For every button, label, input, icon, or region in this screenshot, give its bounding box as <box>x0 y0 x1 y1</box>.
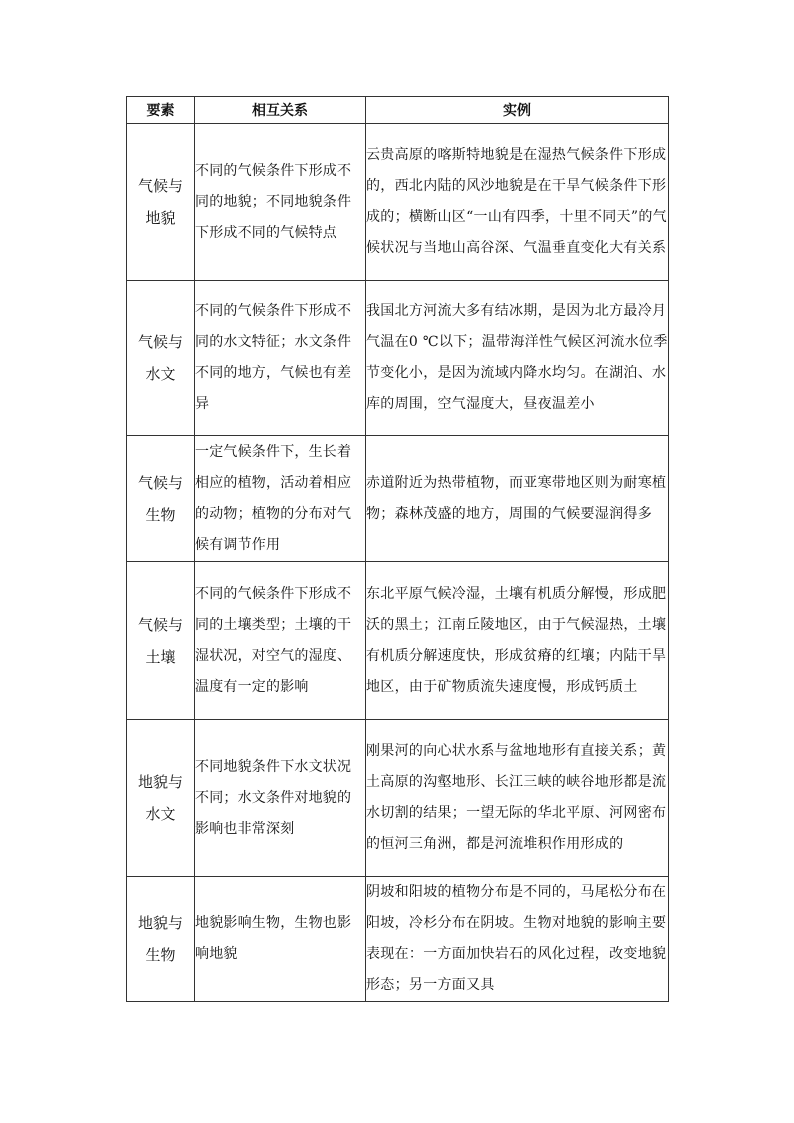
factor-line: 地貌与 <box>137 914 183 932</box>
table-row <box>127 877 669 1002</box>
factor-cell <box>127 877 195 1002</box>
factor-line: 地貌与 <box>137 773 183 791</box>
relation-cell: 一定气候条件下，生长着相应的植物，活动着相应的动物；植物的分布对气候有调节作用 <box>195 436 366 562</box>
example-cell: 赤道附近为热带植物，而亚寒带地区则为耐寒植物；森林茂盛的地方，周围的气候要湿润得多 <box>366 436 669 562</box>
geo-relationship-table <box>126 96 669 1002</box>
factor-cell <box>127 281 195 436</box>
relation-cell: 不同的气候条件下形成不同的地貌；不同地貌条件下形成不同的气候特点 <box>195 124 366 281</box>
factor-cell <box>127 562 195 720</box>
factor-line: 地貌 <box>145 209 176 227</box>
header-relation: 相互关系 <box>195 97 366 124</box>
factor-line: 气候与 <box>137 333 183 351</box>
factor-line: 生物 <box>145 946 176 964</box>
table-header-row <box>127 97 669 124</box>
example-cell: 刚果河的向心状水系与盆地地形有直接关系；黄土高原的沟壑地形、长江三峡的峡谷地形都是流水切割的结果；一望无际的华北平原、河网密布的恒河三角洲，都是河流堆积作用形成的 <box>366 720 669 877</box>
example-cell: 云贵高原的喀斯特地貌是在湿热气候条件下形成的，西北内陆的风沙地貌是在干旱气候条件下形成的；横断山区“一山有四季，十里不同天”的气候状况与当地山高谷深、气温垂直变化大有关系 <box>366 124 669 281</box>
factor-line: 土壤 <box>145 647 176 666</box>
factor-line: 生物 <box>145 505 176 524</box>
factor-cell <box>127 436 195 562</box>
factor-line: 气候与 <box>137 615 183 634</box>
table-row <box>127 562 669 720</box>
table-row <box>127 124 669 281</box>
example-cell: 东北平原气候冷湿，土壤有机质分解慢，形成肥沃的黑土；江南丘陵地区，由于气候湿热，土壤有机质分解速度快，形成贫瘠的红壤；内陆干旱地区，由于矿物质流失速度慢，形成钙质土 <box>366 562 669 720</box>
header-example: 实例 <box>366 97 669 124</box>
relation-cell: 不同地貌条件下水文状况不同；水文条件对地貌的影响也非常深刻 <box>195 720 366 877</box>
factor-line: 水文 <box>145 365 176 383</box>
relation-cell: 不同的气候条件下形成不同的水文特征；水文条件不同的地方，气候也有差异 <box>195 281 366 436</box>
factor-cell <box>127 124 195 281</box>
table-row <box>127 720 669 877</box>
factor-line: 气候与 <box>137 177 183 195</box>
factor-line: 水文 <box>145 805 176 823</box>
example-cell: 我国北方河流大多有结冰期，是因为北方最冷月气温在0 ℃以下；温带海洋性气候区河流水位季节变化小，是因为流域内降水均匀。在湖泊、水库的周围，空气湿度大，昼夜温差小 <box>366 281 669 436</box>
table-row <box>127 436 669 562</box>
factor-cell <box>127 720 195 877</box>
factor-line: 气候与 <box>137 473 183 492</box>
relation-cell: 地貌影响生物，生物也影响地貌 <box>195 877 366 1002</box>
header-factor: 要素 <box>127 97 195 124</box>
relation-cell: 不同的气候条件下形成不同的土壤类型；土壤的干湿状况，对空气的湿度、温度有一定的影响 <box>195 562 366 720</box>
table-row <box>127 281 669 436</box>
example-cell: 阴坡和阳坡的植物分布是不同的，马尾松分布在阳坡，冷杉分布在阴坡。生物对地貌的影响主要表现在：一方面加快岩石的风化过程，改变地貌形态；另一方面又具 <box>366 877 669 1002</box>
